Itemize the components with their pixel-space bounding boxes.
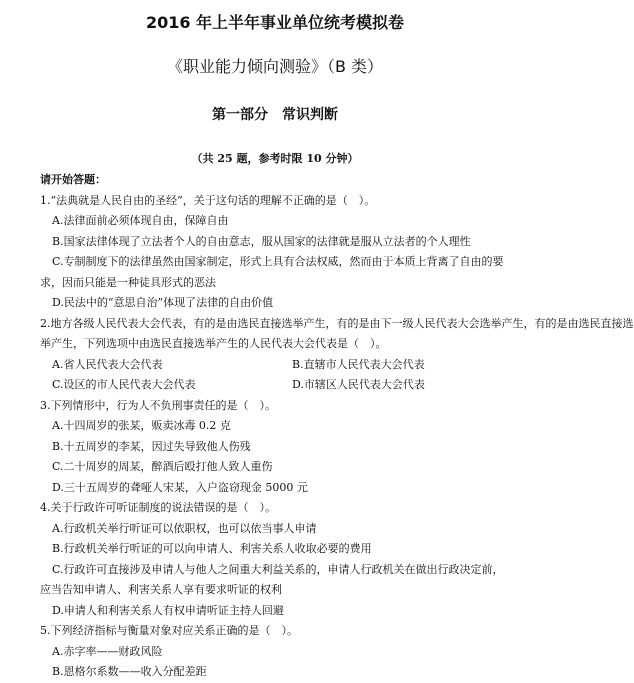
question-2-option-b: B.直辖市人民代表大会代表 — [292, 357, 425, 371]
question-2-stem-line2: 举产生，下列选项中由选民直接选举产生的人民代表大会代表是（ ）。 — [40, 337, 387, 350]
question-1-stem: 1.“法典就是人民自由的圣经”，关于这句话的理解不正确的是（ ）。 — [40, 193, 376, 207]
question-1-option-c-line1: C.专制制度下的法律虽然由国家制定，形式上具有合法权威，然而由于本质上背离了自由的要 — [52, 255, 504, 268]
question-2-stem-line1: 2.地方各级人民代表大会代表，有的是由选民直接选举产生，有的是由下一级人民代表大会选举产生，有的是由选民直接选 — [40, 316, 634, 330]
section-note: （共 25 题，参考时限 10 分钟） — [191, 152, 359, 165]
question-4-option-d: D.申请人和利害关系人有权申请听证主持人回避 — [52, 603, 284, 617]
question-2-option-d: D.市辖区人民代表大会代表 — [292, 378, 425, 391]
exam-title: 2016 年上半年事业单位统考模拟卷 — [145, 13, 405, 32]
question-2-options-row-1 — [40, 355, 520, 376]
question-3-option-a: A.十四周岁的张某，贩卖冰毒 0.2 克 — [52, 419, 231, 432]
section-heading: 第一部分 常识判断 — [212, 107, 338, 123]
question-4-option-c-line2: 应当告知申请人、利害关系人享有要求听证的权利 — [40, 583, 282, 596]
question-5-option-b: B.恩格尔系数——收入分配差距 — [52, 665, 207, 678]
question-4-option-b: B.行政机关举行听证的可以向申请人、利害关系人收取必要的费用 — [52, 542, 372, 555]
question-1-option-c-line2: 求，因而只能是一种徒具形式的恶法 — [40, 275, 216, 289]
question-3-stem: 3.下列情形中，行为人不负刑事责任的是（ ）。 — [40, 398, 276, 412]
question-4-option-a: A.行政机关举行听证可以依职权，也可以依当事人申请 — [52, 521, 317, 535]
question-3-option-c: C.二十周岁的周某，醉酒后殴打他人致人重伤 — [52, 460, 273, 473]
question-4-stem: 4.关于行政许可听证制度的说法错误的是（ ）。 — [40, 501, 276, 514]
question-1-option-d: D.民法中的“意思自治”体现了法律的自由价值 — [52, 296, 274, 309]
question-1-option-b: B.国家法律体现了立法者个人的自由意志，服从国家的法律就是服从立法者的个人理性 — [52, 234, 471, 248]
question-2-option-a: A.省人民代表大会代表 — [52, 357, 163, 371]
question-5-option-a: A.赤字率——财政风险 — [52, 644, 163, 658]
question-2-options-row-2 — [40, 375, 520, 396]
question-3-option-d: D.三十五周岁的聋哑人宋某，入户盗窃现金 5000 元 — [52, 480, 308, 494]
question-1-option-a: A.法律面前必须体现自由，保障自由 — [52, 214, 229, 227]
question-3-option-b: B.十五周岁的李某，因过失导致他人伤残 — [52, 439, 251, 453]
question-2-option-c: C.设区的市人民代表大会代表 — [52, 378, 196, 391]
question-list — [40, 170, 634, 683]
start-instruction: 请开始答题： — [40, 173, 106, 186]
exam-subtitle: 《职业能力倾向测验》（B 类） — [166, 57, 384, 76]
question-4-option-c-line1: C.行政许可直接涉及申请人与他人之间重大利益关系的，申请人行政机关在做出行政决定前， — [52, 562, 504, 576]
question-5-stem: 5.下列经济指标与衡量对象对应关系正确的是（ ）。 — [40, 624, 298, 637]
